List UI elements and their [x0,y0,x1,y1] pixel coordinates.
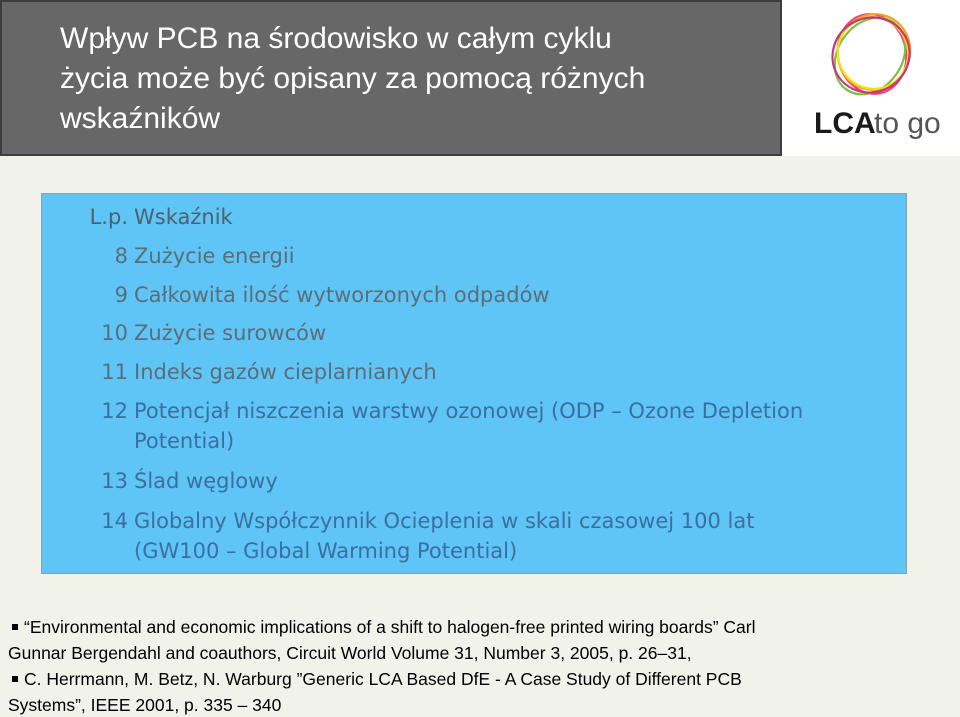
reference-line: Gunnar Bergendahl and coauthors, Circuit World Volume 31, Number 3, 2005, p. 26–31, [8,643,692,663]
bullet-icon [12,624,18,630]
row-label: Zużycie surowców [134,321,327,345]
row-num: 12 [101,399,128,423]
row-num: 8 [114,244,128,268]
row-num: 10 [101,321,128,345]
lca-to-go-logo [782,0,960,156]
indicators-table [41,193,907,574]
reference-text: “Environmental and economic implications of a shift to halogen-free printed wiring boards” Carl [24,617,756,637]
row-label-line-2: Potential) [134,429,235,453]
row-num: 11 [101,360,128,384]
logo-graphic [782,0,960,156]
title-line-1: Wpływ PCB na środowisko w całym cyklu [60,22,612,55]
reference-line: Systems”, IEEE 2001, p. 335 – 340 [8,695,282,715]
logo-text-suffix: to go [874,107,941,140]
row-label: Zużycie energii [134,244,295,268]
references [8,614,954,717]
slide-title [60,19,760,139]
row-label: Indeks gazów cieplarnianych [134,360,437,384]
row-label [134,506,904,566]
row-num: 14 [101,509,128,533]
reference-line [8,666,954,692]
row-num: 13 [101,469,128,493]
header-label: Wskaźnik [134,205,233,229]
title-line-3: wskaźników [60,102,221,135]
reference-text: C. Herrmann, M. Betz, N. Warburg ”Generic LCA Based DfE - A Case Study of Different PCB [24,669,742,689]
row-num: 9 [114,283,128,307]
title-box [0,0,782,156]
row-label: Całkowita ilość wytworzonych odpadów [134,283,550,307]
row-label-line-1: Potencjał niszczenia warstwy ozonowej (ODP – Ozone Depletion [134,399,804,423]
row-label [134,396,904,456]
reference-line [8,614,954,640]
bullet-icon [12,676,18,682]
header-num: L.p. [89,205,128,229]
row-label: Ślad węglowy [134,469,278,493]
title-line-2: życia może być opisany za pomocą różnych [60,62,646,95]
logo-text-main: LCA [814,107,876,140]
row-label-line-1: Globalny Współczynnik Ocieplenia w skali czasowej 100 lat [134,509,755,533]
row-label-line-2: (GW100 – Global Warming Potential) [134,539,518,563]
